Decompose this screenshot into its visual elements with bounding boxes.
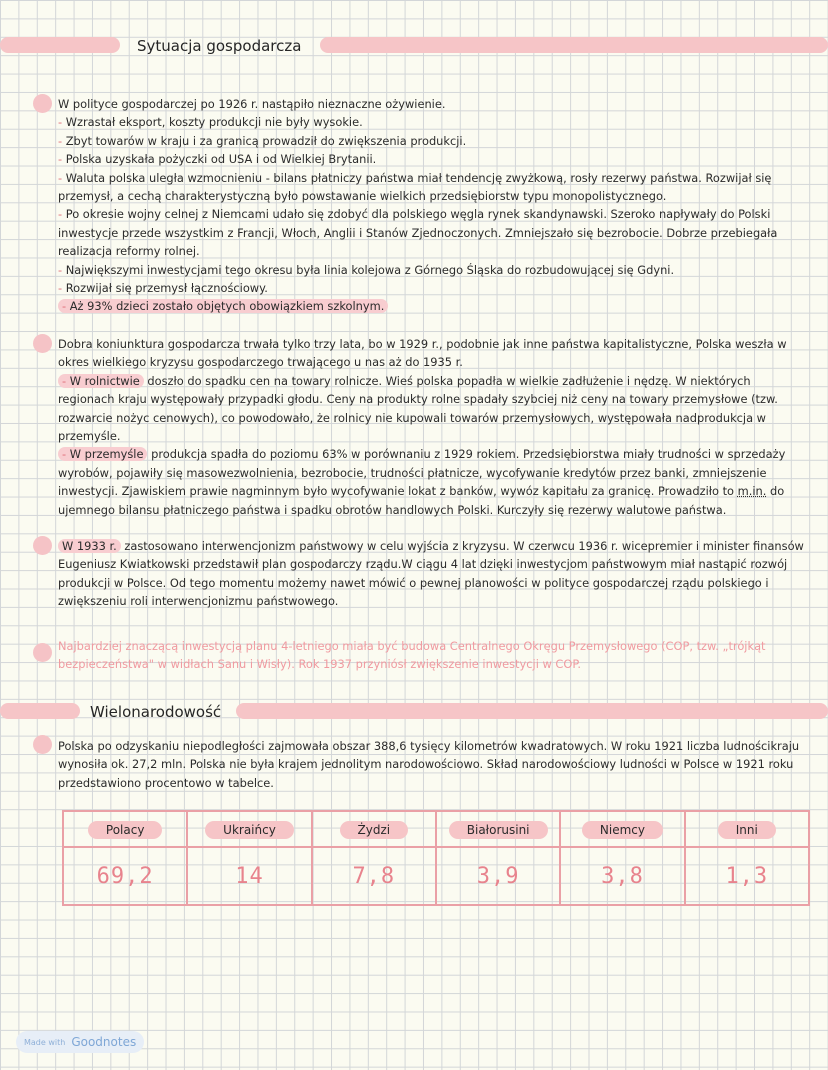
p4-text: Najbardziej znaczącą inwestycją planu 4-letniego miała być budowa Centralnego Okręgu Przemysłowego (COP, tzw. „trójkąt bezpieczeństwa" w widłach Sanu i Wisły). Rok 1937 przyniósł zwiększenie inwestycji w COP.	[58, 639, 766, 672]
goodnotes-logo-text: Goodnotes	[71, 1035, 137, 1049]
p2-intro: Dobra koniunktura gospodarcza trwała tylko trzy lata, bo w 1929 r., podobnie jak inne państwa kapitalistyczne, Polska weszła w okres wielkiego kryzysu gospodarczego trwającego u nas aż do 1935 r.	[58, 337, 787, 370]
p2-agriculture: - W rolnictwie doszło do spadku cen na towary rolnicze. Wieś polska popadła w wielkie zadłużenie i nędzę. W niektórych regionach kraju występowały przypadki głodu. Ceny na produkty rolne spadały szybciej niż ceny na towary przemysłowe (tzw. rozwarcie nożyc cenowych), co powodowało, że rolnicy nie kupowali towarów przemysłowych, występowała nadprodukcja w przemyśle.	[58, 373, 778, 444]
p2-industry: - W przemyśle produkcja spadła do poziomu 63% w porównaniu z 1929 rokiem. Przedsiębiorstwa miały trudności w sprzedaży wyrobów, pojawiły się masowezwolnienia, bezrobocie, trudności płatnicze, wycofywanie kredytów przez banki, zmniejszenie inwestycji. Zjawiskiem prawie nagminnym było wycofywanie lokat z banków, wywóz kapitału za granicę. Prowadziło to m.in. do ujemnego bilansu płatniczego państwa i spadku obrotów handlowych Polski. Kurczyły się rezerwy walutowe państwa.	[58, 447, 786, 517]
bullet-dot	[33, 536, 52, 555]
bullet-dot	[33, 334, 52, 353]
header-polacy: Polacy	[88, 821, 163, 839]
list-item-highlight: - Aż 93% dzieci zostało objętych obowiązkiem szkolnym.	[58, 297, 808, 315]
section2-title: Wielonarodowość	[90, 703, 222, 721]
value-zydzi: 7,8	[352, 863, 396, 889]
section1-band-right	[320, 37, 828, 53]
header-ukraincy: Ukraińcy	[205, 821, 294, 839]
section2-band-left	[0, 703, 80, 719]
list-item: - Po okresie wojny celnej z Niemcami udało się zdobyć dla polskiego węgla rynek skandynawski. Szeroko napływały do Polski inwestycje przede wszystkim z Francji, Włoch, Anglii i Stanów Zjednoczonych. Zmniejszało się bezrobocie. Dobrze przebiegała realizacja reformy rolnej.	[58, 207, 778, 259]
list-item: - Zbyt towarów w kraju i za granicą prowadził do zwiększenia produkcji.	[58, 133, 467, 148]
section1-title: Sytuacja gospodarcza	[137, 37, 302, 55]
goodnotes-badge	[16, 1031, 144, 1053]
value-bialorusini: 3,9	[476, 863, 520, 889]
list-item: - Rozwijał się przemysł łącznościowy.	[58, 281, 268, 296]
paragraph-2	[58, 335, 808, 519]
p3-label: W 1933 r.	[58, 539, 121, 553]
paragraph-1	[58, 95, 808, 316]
list-item: - Największymi inwestycjami tego okresu była linia kolejowa z Górnego Śląska do rozbudowującej się Gdyni.	[58, 262, 675, 277]
made-with-label: Made with	[24, 1037, 66, 1047]
header-zydzi: Żydzi	[340, 821, 409, 839]
bullet-dot	[33, 94, 52, 113]
paragraph-3	[58, 537, 808, 611]
bullet-dot	[33, 643, 52, 662]
p3-text: zastosowano interwencjonizm państwowy w celu wyjścia z kryzysu. W czerwcu 1936 r. wicepremier i minister finansów Eugeniusz Kwiatkowski przedstawił plan gospodarczy rządu.W ciągu 4 lat dzięki inwestycjom państwowym miał nastąpić rozwój produkcji w Polsce. Od tego momentu możemy nawet mówić o pewnej planowości w polityce gospodarczej rządu polskiego i zwiększeniu roli interwencjonizmu państwowego.	[58, 539, 804, 609]
header-inni: Inni	[718, 821, 776, 839]
list-item: - Polska uzyskała pożyczki od USA i od Wielkiej Brytanii.	[58, 152, 377, 167]
bullet-dot	[33, 735, 52, 754]
p1-intro: W polityce gospodarczej po 1926 r. nastąpiło nieznaczne ożywienie.	[58, 97, 446, 111]
header-bialorusini: Białorusini	[449, 821, 548, 839]
p5-text: Polska po odzyskaniu niepodległości zajmowała obszar 388,6 tysięcy kilometrów kwadratowych. W roku 1921 liczba ludnościkraju wynosiła ok. 27,2 mln. Polska nie była krajem jednolitym narodowościowo. Skład narodowościowy ludności w Polsce w 1921 roku przedstawiono procentowo w tabelce.	[58, 739, 800, 790]
paragraph-4	[58, 637, 808, 674]
value-inni: 1,3	[725, 863, 769, 889]
section1-band-left	[0, 37, 120, 53]
section2-band-right	[236, 703, 828, 719]
list-item: - Waluta polska uległa wzmocnieniu - bilans płatniczy państwa miał tendencję zwyżkową, rosły rezerwy państwa. Rozwijał się przemysł, a cechą charakterystyczną było powstawanie wielkich przedsiębiorstw typu monopolistycznego.	[58, 170, 772, 204]
table-header-row	[63, 811, 809, 847]
value-ukraincy: 14	[235, 863, 264, 889]
paragraph-5	[58, 737, 808, 792]
list-item: - Wzrastał eksport, koszty produkcji nie były wysokie.	[58, 115, 363, 130]
nationality-table	[62, 810, 810, 906]
header-niemcy: Niemcy	[582, 821, 663, 839]
value-polacy: 69,2	[96, 863, 154, 889]
value-niemcy: 3,8	[601, 863, 644, 889]
table-values-row	[63, 847, 809, 905]
